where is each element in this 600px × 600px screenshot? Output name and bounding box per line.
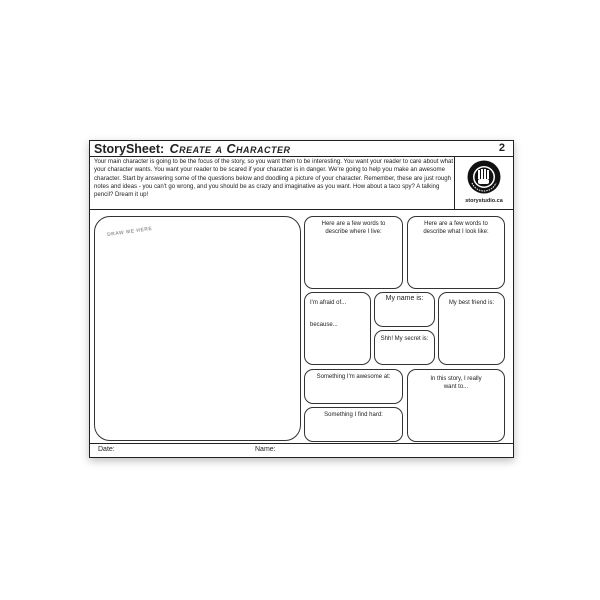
draw-me-here-label: DRAW ME HERE — [106, 225, 153, 239]
logo-url: storystudio.ca — [465, 198, 503, 204]
find-hard-box[interactable] — [304, 407, 403, 442]
afraid-of-box[interactable] — [304, 292, 371, 365]
best-friend-box[interactable] — [438, 292, 505, 365]
sheet-title — [94, 142, 290, 156]
storysheet-page — [89, 140, 514, 458]
footer-divider — [90, 443, 513, 444]
story-want-label: In this story, I really want to... — [430, 376, 482, 390]
story-studio-logo — [467, 160, 501, 194]
intro-paragraph: Your main character is going to be the focus of the story, so you want them to be interesting. You want your reader to care about what your character wants. You want your reader to be scared if your character is in danger. We're going to help you make an awesome character. Start by answering some of the questions below and doodling a picture of your character. Remember, these are just rough notes and ideas - you can't go wrong, and you should be as crazy and imaginative as you want. How about a taco spy? A talking pencil? Dream it up! — [94, 158, 454, 199]
logo-panel — [454, 157, 513, 210]
find-hard-label: Something I find hard: — [324, 412, 383, 418]
secret-box[interactable] — [374, 330, 435, 365]
subtitle-text: Create a Character — [169, 142, 291, 156]
sheet-header — [90, 141, 513, 157]
awesome-at-label: Something I'm awesome at: — [316, 374, 391, 380]
where-i-live-label: Here are a few words to describe where I live: — [321, 221, 386, 235]
title-text: StorySheet: — [94, 142, 165, 156]
date-field[interactable]: Date: — [98, 446, 115, 453]
because-label: because... — [310, 322, 338, 328]
afraid-of-label: I'm afraid of... — [310, 300, 347, 306]
my-name-box[interactable] — [374, 292, 435, 327]
what-i-look-like-label: Here are a few words to describe what I look like: — [423, 221, 489, 235]
my-name-label: My name is: — [385, 295, 424, 302]
draw-me-here-box[interactable] — [94, 216, 301, 441]
awesome-at-box[interactable] — [304, 369, 403, 404]
what-i-look-like-box[interactable] — [407, 216, 505, 289]
page-number: 2 — [498, 142, 505, 154]
name-field[interactable]: Name: — [255, 446, 276, 453]
intro-divider — [90, 209, 454, 210]
where-i-live-box[interactable] — [304, 216, 403, 289]
best-friend-label: My best friend is: — [448, 300, 495, 306]
story-want-box[interactable] — [407, 369, 505, 442]
secret-label: Shh! My secret is: — [380, 336, 429, 342]
